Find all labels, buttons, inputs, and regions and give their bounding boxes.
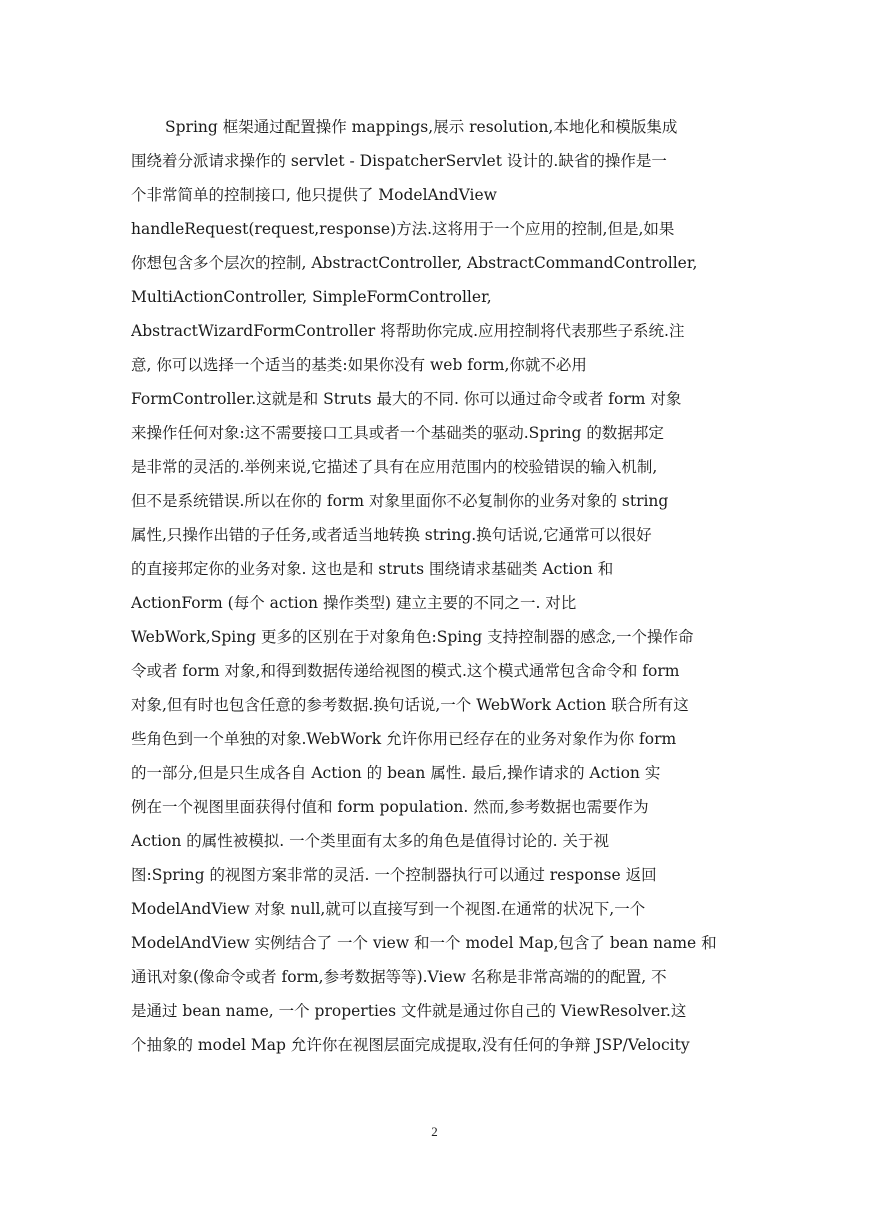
paragraph-line: 但不是系统错误.所以在你的 form 对象里面你不必复制你的业务对象的 string [131, 492, 669, 510]
paragraph-line: ActionForm (每个 action 操作类型) 建立主要的不同之一. 对比 [131, 594, 577, 612]
paragraph-line: 是通过 bean name, 一个 properties 文件就是通过你自己的 ViewResolver.这 [131, 1002, 687, 1020]
paragraph-line: 令或者 form 对象,和得到数据传递给视图的模式.这个模式通常包含命令和 form [131, 662, 680, 680]
paragraph-line: 个抽象的 model Map 允许你在视图层面完成提取,没有任何的争辩 JSP/Velocity [131, 1036, 690, 1054]
paragraph-line: 是非常的灵活的.举例来说,它描述了具有在应用范围内的校验错误的输入机制, [131, 458, 658, 476]
paragraph-line: 意, 你可以选择一个适当的基类:如果你没有 web form,你就不必用 [131, 356, 587, 374]
paragraph-line: MultiActionController, SimpleFormController, [131, 288, 492, 306]
paragraph-line: 的直接邦定你的业务对象. 这也是和 struts 围绕请求基础类 Action 和 [131, 560, 614, 578]
paragraph-line: ModelAndView 对象 null,就可以直接写到一个视图.在通常的状况下,一个 [131, 900, 646, 918]
document-body [131, 110, 741, 1062]
page-number: 2 [431, 1124, 438, 1139]
paragraph-line: AbstractWizardFormController 将帮助你完成.应用控制将代表那些子系统.注 [131, 322, 685, 340]
paragraph-line: 通讯对象(像命令或者 form,参考数据等等).View 名称是非常高端的的配置, 不 [131, 968, 667, 986]
paragraph-line: 例在一个视图里面获得付值和 form population. 然而,参考数据也需要作为 [131, 798, 649, 816]
paragraph-line: 围绕着分派请求操作的 servlet - DispatcherServlet 设计的.缺省的操作是一 [131, 152, 667, 170]
paragraph-line: 图:Spring 的视图方案非常的灵活. 一个控制器执行可以通过 response 返回 [131, 866, 657, 884]
paragraph-line: WebWork,Sping 更多的区别在于对象角色:Sping 支持控制器的感念,一个操作命 [131, 628, 694, 646]
paragraph-line: handleRequest(request,response)方法.这将用于一个应用的控制,但是,如果 [131, 220, 675, 238]
paragraph-line: 对象,但有时也包含任意的参考数据.换句话说,一个 WebWork Action 联合所有这 [131, 696, 689, 714]
paragraph-line: FormController.这就是和 Struts 最大的不同. 你可以通过命令或者 form 对象 [131, 390, 682, 408]
paragraph-line: 些角色到一个单独的对象.WebWork 允许你用已经存在的业务对象作为你 form [131, 730, 677, 748]
paragraph-line: 个非常简单的控制接口, 他只提供了 ModelAndView [131, 186, 497, 204]
paragraph-line: 你想包含多个层次的控制, AbstractController, AbstractCommandController, [131, 254, 698, 272]
paragraph-line: Action 的属性被模拟. 一个类里面有太多的角色是值得讨论的. 关于视 [131, 832, 610, 850]
paragraph-line: ModelAndView 实例结合了 一个 view 和一个 model Map,包含了 bean name 和 [131, 934, 717, 952]
paragraph-line: Spring 框架通过配置操作 mappings,展示 resolution,本地化和模版集成 [165, 118, 678, 136]
paragraph-line: 来操作任何对象:这不需要接口工具或者一个基础类的驱动.Spring 的数据邦定 [131, 424, 664, 442]
paragraph-line: 的一部分,但是只生成各自 Action 的 bean 属性. 最后,操作请求的 Action 实 [131, 764, 661, 782]
paragraph-line: 属性,只操作出错的子任务,或者适当地转换 string.换句话说,它通常可以很好 [131, 526, 652, 544]
